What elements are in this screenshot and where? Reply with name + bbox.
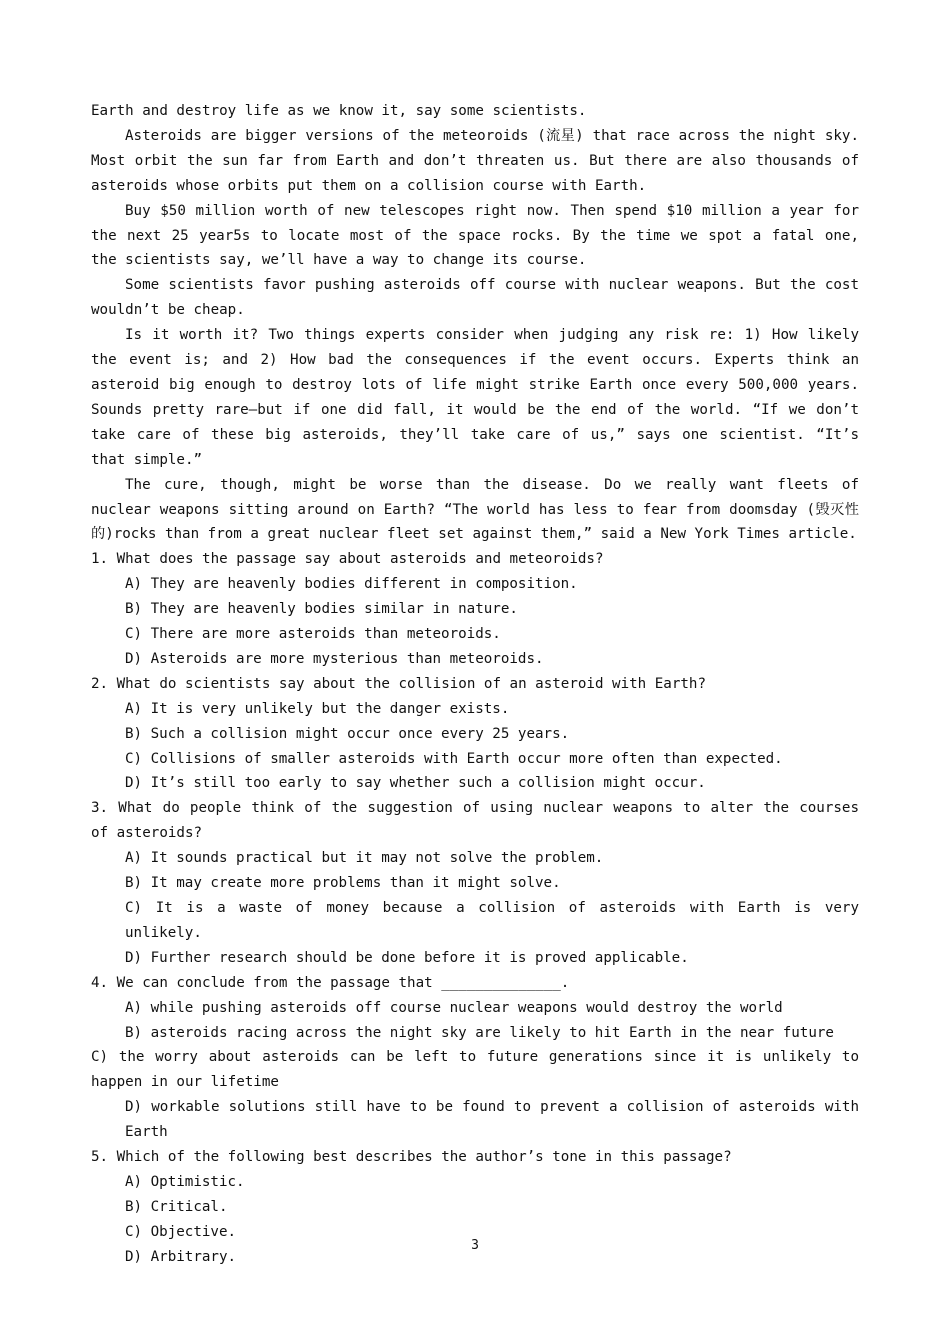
passage-paragraph: Is it worth it? Two things experts consider when judging any risk re: 1) How likely the event is; and 2) How bad the consequences if the event occurs. Experts think an asteroid big enough to destroy lots of life might strike Earth once every 500,000 years. Sounds pretty rare—but if one did fall, it would be the end of the world. “If we don’t take care of these big asteroids, they’ll take care of us,” says one scientist. “It’s that simple.”	[91, 327, 859, 468]
answer-option-d: D) Arbitrary.	[125, 1248, 237, 1265]
answer-option-c: C) Objective.	[125, 1223, 237, 1240]
question-list	[91, 547, 859, 1269]
question-1	[91, 547, 859, 672]
answer-option-a: A) They are heavenly bodies different in composition.	[125, 576, 578, 593]
answer-option-a: A) while pushing asteroids off course nuclear weapons would destroy the world	[125, 999, 783, 1016]
question-4	[91, 971, 859, 1145]
passage-paragraph: The cure, though, might be worse than the disease. Do we really want fleets of nuclear weapons sitting around on Earth? “The world has less to fear from doomsday (毁灭性的)rocks than from a great nuclear fleet set against them,” said a New York Times article.	[91, 476, 859, 543]
answer-option-b: B) They are heavenly bodies similar in nature.	[125, 601, 518, 618]
answer-option-d: D) workable solutions still have to be found to prevent a collision of asteroids with Earth	[125, 1099, 859, 1141]
answer-option-d: D) It’s still too early to say whether such a collision might occur.	[125, 775, 706, 792]
passage-paragraph: Asteroids are bigger versions of the meteoroids (流星) that race across the night sky. Most orbit the sun far from Earth and don’t threaten us. But there are also thousands of asteroids whose orbits put them on a collision course with Earth.	[91, 127, 859, 194]
answer-option-c: C) the worry about asteroids can be left to future generations since it is unlikely to happen in our lifetime	[91, 1049, 859, 1091]
answer-option-d: D) Asteroids are more mysterious than meteoroids.	[125, 650, 544, 667]
question-stem: 5. Which of the following best describes the author’s tone in this passage?	[91, 1149, 732, 1166]
page-number: 3	[471, 1238, 479, 1253]
answer-option-b: B) asteroids racing across the night sky are likely to hit Earth in the near future	[125, 1024, 834, 1041]
passage-paragraph: Some scientists favor pushing asteroids off course with nuclear weapons. But the cost wouldn’t be cheap.	[91, 277, 859, 319]
answer-option-b: B) It may create more problems than it might solve.	[125, 875, 561, 892]
question-stem: 3. What do people think of the suggestion of using nuclear weapons to alter the courses of asteroids?	[91, 800, 859, 842]
answer-option-c: C) Collisions of smaller asteroids with Earth occur more often than expected.	[125, 750, 783, 767]
question-stem: 4. We can conclude from the passage that ______________.	[91, 974, 570, 991]
answer-option-c: C) There are more asteroids than meteoroids.	[125, 626, 501, 643]
answer-option-d: D) Further research should be done before it is proved applicable.	[125, 949, 689, 966]
answer-option-b: B) Such a collision might occur once every 25 years.	[125, 725, 570, 742]
answer-option-b: B) Critical.	[125, 1198, 228, 1215]
reading-passage	[91, 99, 859, 547]
question-2	[91, 672, 859, 797]
question-3	[91, 796, 859, 970]
answer-option-c: C) It is a waste of money because a collision of asteroids with Earth is very unlikely.	[125, 900, 859, 941]
passage-paragraph: Buy $50 million worth of new telescopes right now. Then spend $10 million a year for the next 25 year5s to locate most of the space rocks. By the time we spot a fatal one, the scientists say, we’ll have a way to change its course.	[91, 202, 859, 269]
answer-option-a: A) It is very unlikely but the danger exists.	[125, 700, 510, 717]
question-stem: 2. What do scientists say about the collision of an asteroid with Earth?	[91, 675, 706, 692]
answer-option-a: A) Optimistic.	[125, 1173, 245, 1190]
document-page	[91, 99, 859, 1270]
question-stem: 1. What does the passage say about asteroids and meteoroids?	[91, 551, 604, 568]
passage-paragraph: Earth and destroy life as we know it, say some scientists.	[91, 103, 587, 119]
answer-option-a: A) It sounds practical but it may not solve the problem.	[125, 850, 604, 867]
